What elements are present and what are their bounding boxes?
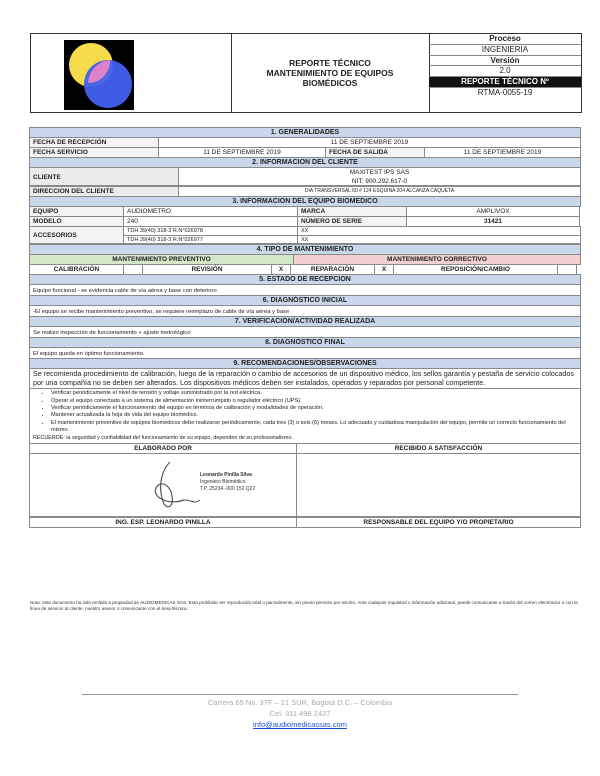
recomendaciones-closing: RECUERDE: la seguridad y confiabilidad del funcionamiento de su equipo, dependen de su profesionalismo.	[33, 434, 293, 441]
elaborado-signature-cell	[29, 453, 297, 517]
recibido-label: RECIBIDO A SATISFACCIÓN	[296, 443, 581, 454]
recomendaciones-list	[33, 390, 577, 434]
direccion-label: DIRECCION DEL CLIENTE	[29, 186, 179, 197]
actividad-text: Se realizo inspección de funcionamiento + ajuste metrológico	[29, 326, 581, 338]
footer-address: Carrera 65 No. 37F – 21 SUR, Bogotá D.C. – Colombia	[207, 698, 393, 707]
estado-recepcion-text: Equipo funcional - se evidencia cable de vía aérea y base con deterioro	[29, 284, 581, 296]
report-form	[30, 128, 582, 528]
reposicion-option: REPOSICIÓN/CAMBIO	[393, 264, 558, 275]
serie-value: 31421	[406, 216, 580, 227]
stamp-title: Ingeniero Biomédico	[200, 478, 246, 485]
revision-option: REVISIÓN	[142, 264, 272, 275]
recibido-signature-cell	[296, 453, 581, 517]
fecha-salida-value: 11 DE SEPTIEMBRE 2019	[424, 147, 581, 158]
calibracion-option: CALIBRACIÓN	[29, 264, 124, 275]
section-estado-recepcion: 5. ESTADO DE RECEPCIÓN	[29, 274, 581, 285]
section-equipo: 3. INFORMACION DEL EQUIPO BIOMEDICO	[29, 196, 581, 207]
accesorio-1: TDH 39(40) 318-3 R.N°026978	[124, 227, 297, 236]
stamp-license: T.P. 25234 -000 152 Q22	[200, 485, 256, 492]
professional-stamp	[200, 472, 255, 493]
footer-email-link[interactable]: info@audiomedicassas.com	[253, 720, 347, 729]
document-meta	[429, 34, 581, 99]
recomendaciones-list-cell	[29, 388, 581, 443]
equipo-value: AUDIOMETRO	[123, 206, 298, 217]
marca-value: AMPLIVOX	[406, 206, 580, 217]
section-actividad: 7. VERIFICACIÓN/ACTIVIDAD REALIZADA	[29, 316, 581, 327]
fecha-salida-label: FECHA DE SALIDA	[325, 147, 425, 158]
fecha-recepcion-label: FECHA DE RECEPCIÓN	[29, 137, 159, 148]
recomendacion-item: • El mantenimiento preventivo de equipos biomédicos debe realizarse periódicamente, cada tres (3) o seis (6) meses. Lo adecuado y cuidadosa manipulación del equipo, permite un correcto funcionamiento del mismo.	[51, 420, 577, 435]
section-tipo-mantenimiento: 4. TIPO DE MANTENIMIENTO	[29, 244, 581, 255]
modelo-value: 240	[123, 216, 298, 227]
signer-name: ING. ESP. LEONARDO PINILLA	[29, 517, 297, 528]
serie-label: NÚMERO DE SERIE	[297, 216, 407, 227]
accesorio-xx-1: XX	[298, 227, 580, 236]
recomendacion-item: • Operar el equipo conectado a un sistema de alimentación ininterrumpido o regulador eléctrico (UPS).	[51, 398, 577, 405]
responsable-label: RESPONSABLE DEL EQUIPO Y/O PROPIETARIO	[296, 517, 581, 528]
revision-check: X	[271, 264, 291, 275]
fecha-servicio-value: 11 DE SEPTIEMBRE 2019	[158, 147, 326, 158]
accesorios-extra	[297, 226, 581, 244]
section-recomendaciones: 9. RECOMENDACIONES/OBSERVACIONES	[29, 358, 581, 369]
reporte-label: REPORTE TÉCNICO Nº	[429, 77, 581, 88]
recomendacion-item: • Mantener actualizada la hoja de vida del equipo biomédico.	[51, 412, 577, 419]
section-diagnostico-final: 8. DIAGNÓSTICO FINAL	[29, 337, 581, 348]
modelo-label: MODELO	[29, 216, 124, 227]
report-title: REPORTE TÉCNICO MANTENIMIENTO DE EQUIPOS BIOMÉDICOS	[266, 58, 394, 88]
section-generalidades: 1. GENERALIDADES	[29, 127, 581, 138]
version-value: 2.0	[429, 66, 581, 77]
footer-phone: Cel. 311 498 2437	[269, 709, 331, 718]
diagnostico-inicial-text: -El equipo se recibe mantenimiento preventivo, se requiere reemplazo de cable de vía aérea y base	[29, 305, 581, 317]
recomendacion-item: • Verificar periódicamente el funcionamiento del equipo en términos de calibración y modalidades de operación.	[51, 405, 577, 412]
proceso-label: Proceso	[429, 34, 581, 45]
version-label: Versión	[429, 56, 581, 67]
accesorio-2: TDH 39(40) 318-3 R.N°026977	[127, 237, 203, 243]
fecha-servicio-label: FECHA SERVICIO	[29, 147, 159, 158]
marca-label: MARCA	[297, 206, 407, 217]
reporte-value: RTMA-0055-19	[477, 87, 533, 97]
fecha-recepcion-value: 11 DE SEPTIEMBRE 2019	[158, 137, 581, 148]
section-diagnostico-inicial: 6. DIAGNÓSTICO INICIAL	[29, 295, 581, 306]
accesorios-list	[123, 226, 298, 244]
cliente-label: CLIENTE	[29, 167, 179, 186]
cliente-value-cell	[178, 167, 581, 186]
diagnostico-final-text: El equipo queda en óptimo funcionamiento.	[29, 347, 581, 359]
company-logo	[64, 40, 134, 110]
accesorio-xx-2: XX	[301, 237, 309, 243]
preventivo-header: MANTENIMIENTO PREVENTIVO	[29, 254, 294, 265]
reparacion-check: X	[374, 264, 394, 275]
recomendacion-item: • Verificar periódicamente el nivel de tensión y voltaje suministrado por la red eléctrica.	[51, 390, 577, 397]
proceso-value: INGENIERIA	[429, 45, 581, 56]
elaborado-label: ELABORADO POR	[29, 443, 297, 454]
accesorios-label: ACCESORIOS	[29, 226, 124, 244]
legal-note: Nota: este documento ha sido emitido a propiedad de AUDIOMEDICAS SAS. Esta prohibido ser reproducido total o parcialmente, sin previo permiso por escrito. Ante cualquier inquietud o información adicional, puede comunicarse a través del correo electrónico o con la línea de servicio al cliente, nuestro asesor o comunicarse con el área técnica.	[30, 600, 578, 611]
direccion-value: DIA TRANSVERSAL 60 # 124 ESQUINA 204 ALCANZA CAQUETA	[178, 186, 581, 197]
equipo-label: EQUIPO	[29, 206, 124, 217]
recomendaciones-intro: Se recomienda procedimiento de calibración, luego de la reparación o cambio de accesorios de un dispositivo médico, los sellos garantía y pestaña de servicio colocados por una compañía no se deben ser alterados. Los dispositivos médicos deben ser instalados, operados y reparados por personal competente.	[29, 368, 581, 389]
report-title-cell	[231, 34, 430, 112]
correctivo-header: MANTENIMIENTO CORRECTIVO	[293, 254, 581, 265]
cliente-name: MAXITEST IPS SAS	[349, 169, 410, 176]
logo-cell	[31, 34, 232, 112]
reparacion-option: REPARACIÓN	[290, 264, 375, 275]
footer-divider	[82, 694, 518, 695]
stamp-name: Leonardo Pinilla Silva	[200, 471, 252, 478]
section-cliente: 2. INFORMACION DEL CLIENTE	[29, 157, 581, 168]
report-header	[30, 33, 582, 113]
cliente-nit: NIT: 900.292.617-0	[351, 178, 408, 185]
